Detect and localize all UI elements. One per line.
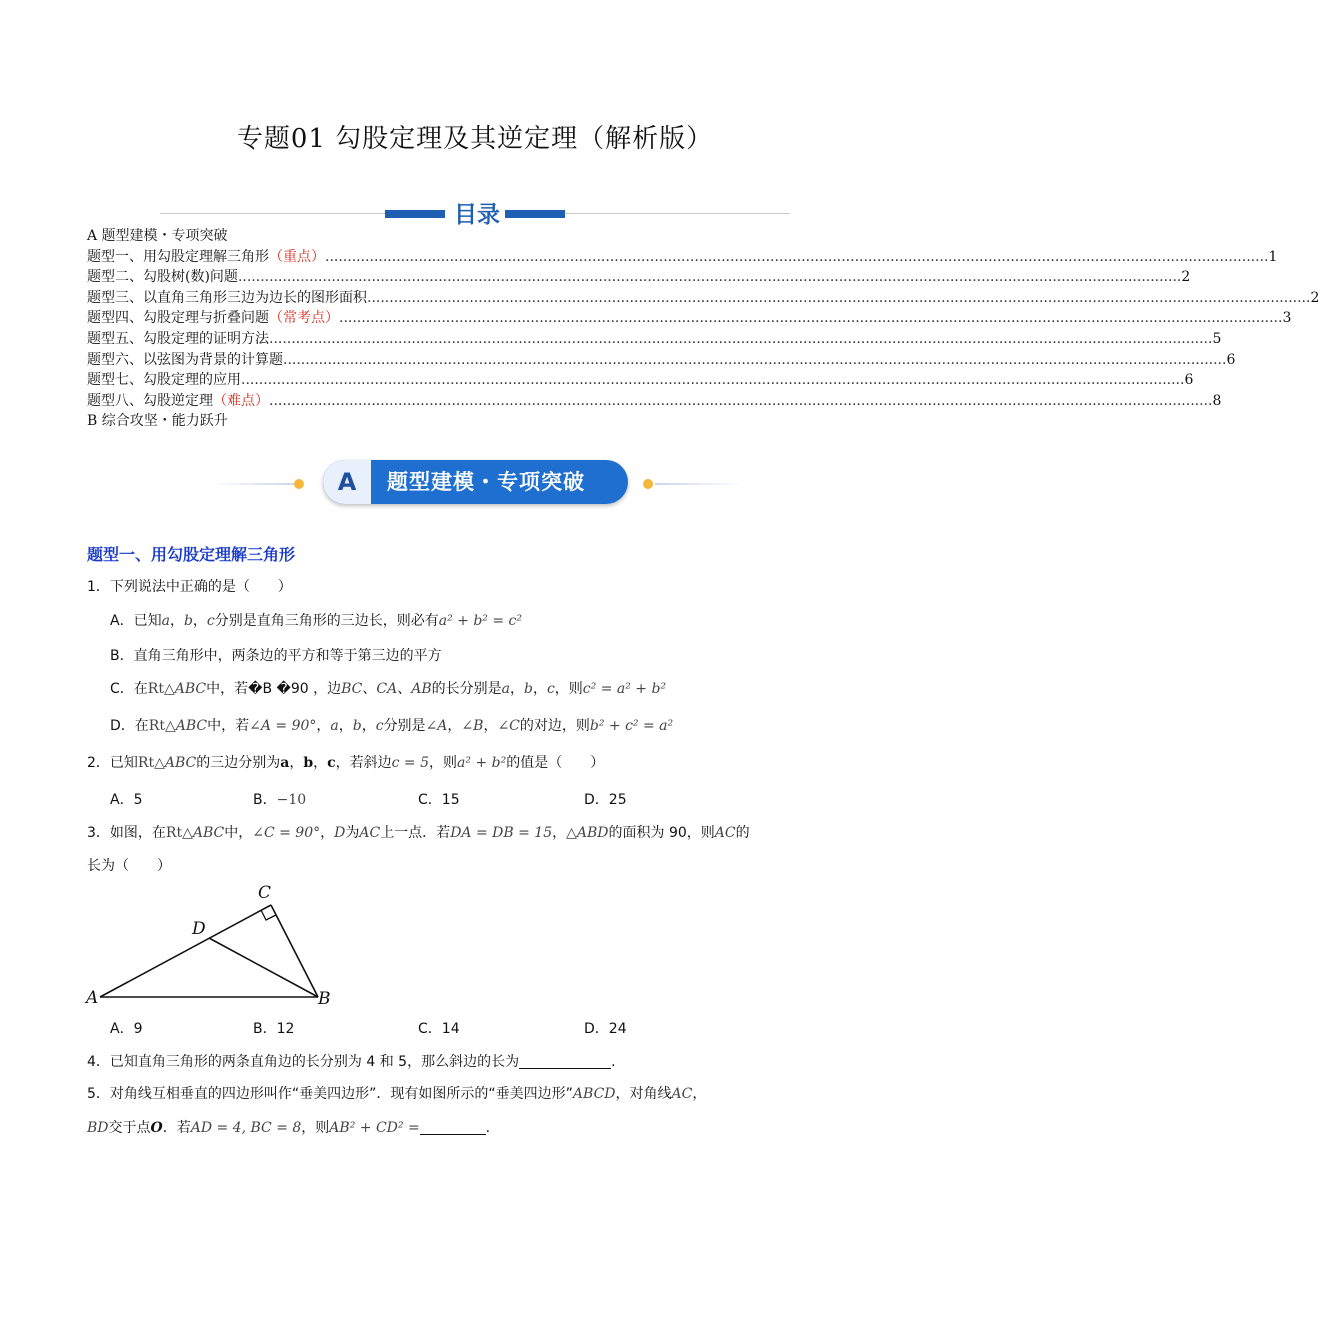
toc-bar-left [385, 210, 445, 218]
banner-dot-left [294, 479, 304, 489]
vertex-label-d: D [192, 919, 206, 939]
question-1-stem: 1．下列说法中正确的是（ ） [87, 579, 292, 595]
toc-entry[interactable]: A 题型建模・专项突破 [87, 228, 228, 244]
question-5-line1: 5．对角线互相垂直的四边形叫作“垂美四边形”．现有如图所示的“垂美四边形”ABCD，对角线AC， [87, 1086, 707, 1102]
triangle-figure [80, 880, 340, 1010]
table-of-contents [87, 226, 1319, 432]
question-4: 4．已知直角三角形的两条直角边的长分别为 4 和 5，那么斜边的长为 . [87, 1054, 616, 1070]
question-1-option-d[interactable]: D．在Rt△ABC中，若∠A = 90°，a，b，c分别是∠A，∠B，∠C的对边，则b² + c² = a² [110, 718, 674, 734]
vertex-label-a: A [86, 988, 99, 1008]
question-3-option-a[interactable]: A．9 [110, 1021, 143, 1037]
banner-line-right [655, 483, 745, 485]
toc-entry[interactable]: 题型四、勾股定理与折叠问题 （常考点） .................................................................................................................................................................................................................... 3 [87, 310, 1292, 327]
vertex-label-c: C [258, 883, 272, 903]
toc-entry[interactable]: 题型五、勾股定理的证明方法 .................................................................................................................................................................................................................... 5 [87, 330, 1222, 347]
answer-blank-5[interactable] [420, 1120, 486, 1135]
banner-letter: A [323, 460, 371, 504]
edge-ac [100, 905, 271, 997]
banner-line-left [210, 483, 295, 485]
question-2-option-b[interactable]: B．−10 [253, 792, 307, 808]
toc-divider-left [160, 213, 385, 214]
toc-entry[interactable]: 题型七、勾股定理的应用 .................................................................................................................................................................................................................... 6 [87, 372, 1194, 389]
vertex-label-b: B [318, 989, 331, 1009]
banner-pill [323, 460, 628, 504]
toc-entry[interactable]: 题型三、以直角三角形三边为边长的图形面积 .................................................................................................................................................................................................................... 2 [87, 289, 1319, 306]
question-5-line2: BD交于点O．若AD = 4, BC = 8，则AB² + CD² = . [87, 1120, 491, 1136]
toc-entry[interactable]: 题型八、勾股逆定理 （难点） .................................................................................................................................................................................................................... 8 [87, 392, 1222, 409]
question-1-option-a[interactable]: A．已知a，b，c分别是直角三角形的三边长，则必有a² + b² = c² [110, 613, 522, 629]
question-2-option-a[interactable]: A．5 [110, 792, 143, 808]
question-3-option-b[interactable]: B．12 [253, 1021, 295, 1037]
question-3-option-d[interactable]: D．24 [584, 1021, 627, 1037]
toc-bar-right [505, 210, 565, 218]
edge-db [209, 938, 318, 997]
question-1-option-b[interactable]: B．直角三角形中，两条边的平方和等于第三边的平方 [110, 648, 442, 664]
question-1-option-c[interactable]: C．在Rt△ABC中，若�B �90 ，边BC、CA、AB的长分别是a，b，c，则c² = a² + b² [110, 681, 667, 697]
section-banner [210, 460, 750, 508]
banner-dot-right [643, 479, 653, 489]
toc-entry[interactable]: B 综合攻坚・能力跃升 [87, 413, 228, 430]
question-3-stem: 3．如图，在Rt△ABC中，∠C = 90°，D为AC上一点．若DA = DB = 15，△ABD的面积为 90，则AC的 [87, 825, 750, 841]
section-heading: 题型一、用勾股定理解三角形 [87, 545, 296, 564]
question-3-option-c[interactable]: C．14 [418, 1021, 460, 1037]
toc-heading: 目录 [454, 202, 500, 228]
toc-divider-right [565, 213, 790, 214]
question-2-stem: 2．已知Rt△ABC的三边分别为a，b，c，若斜边c = 5，则a² + b²的值是（ ） [87, 755, 605, 771]
edge-cb [271, 905, 318, 997]
page-title: 专题01 勾股定理及其逆定理（解析版） [236, 124, 714, 154]
answer-blank-4[interactable] [519, 1054, 611, 1069]
toc-entry[interactable]: 题型二、勾股树(数)问题 .................................................................................................................................................................................................................... 2 [87, 269, 1191, 286]
question-3-stem-line2: 长为（ ） [87, 858, 171, 874]
banner-text: 题型建模・专项突破 [387, 470, 585, 494]
toc-entry[interactable]: 题型六、以弦图为背景的计算题 .................................................................................................................................................................................................................... 6 [87, 351, 1236, 368]
question-2-option-c[interactable]: C．15 [418, 792, 460, 808]
question-2-option-d[interactable]: D．25 [584, 792, 627, 808]
toc-entry[interactable]: 题型一、用勾股定理解三角形 （重点） .................................................................................................................................................................................................................... 1 [87, 248, 1278, 265]
